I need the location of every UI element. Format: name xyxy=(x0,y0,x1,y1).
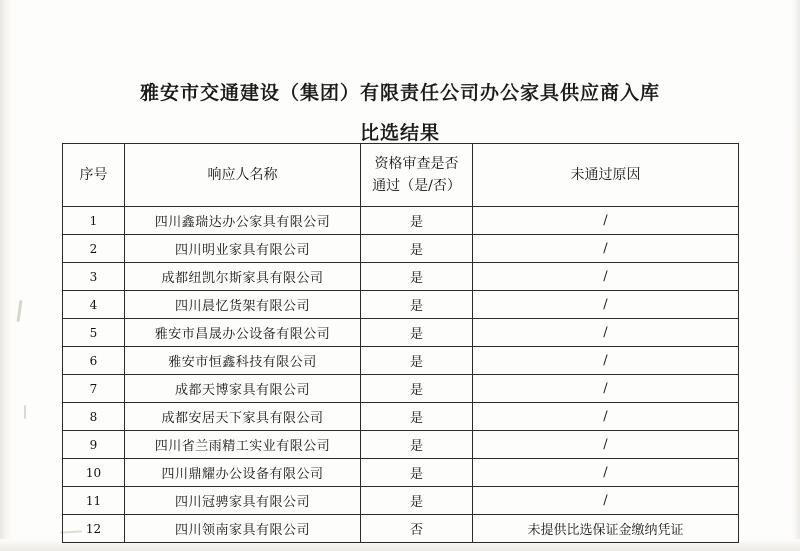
table-body xyxy=(63,207,739,543)
table-row xyxy=(63,403,739,431)
document-title xyxy=(0,76,800,150)
cell-no: 5 xyxy=(63,319,125,347)
results-table xyxy=(62,143,739,543)
cell-reason: / xyxy=(473,375,739,403)
scan-artifact-mark xyxy=(24,405,26,419)
cell-reason: / xyxy=(473,319,739,347)
table-row xyxy=(63,375,739,403)
cell-reason: 未提供比选保证金缴纳凭证 xyxy=(473,515,739,543)
cell-reason: / xyxy=(473,235,739,263)
document-title-line-2: 比选结果 xyxy=(359,122,440,144)
column-header-pass-line-1: 资格审查是否 xyxy=(374,156,459,172)
cell-pass: 是 xyxy=(361,235,473,263)
table-row xyxy=(63,487,739,515)
cell-name: 四川领南家具有限公司 xyxy=(125,515,361,543)
cell-name: 四川省兰雨精工实业有限公司 xyxy=(125,431,361,459)
table-row xyxy=(63,431,739,459)
cell-no: 10 xyxy=(63,459,125,487)
cell-name: 成都安居天下家具有限公司 xyxy=(125,403,361,431)
cell-reason: / xyxy=(473,291,739,319)
cell-name: 四川晨忆货架有限公司 xyxy=(125,291,361,319)
cell-pass: 是 xyxy=(361,347,473,375)
cell-pass: 是 xyxy=(361,263,473,291)
cell-reason: / xyxy=(473,403,739,431)
cell-name: 四川明业家具有限公司 xyxy=(125,235,361,263)
cell-pass: 否 xyxy=(361,515,473,543)
table-header-row xyxy=(63,144,739,207)
cell-name: 四川鼎耀办公设备有限公司 xyxy=(125,459,361,487)
table-row xyxy=(63,347,739,375)
cell-pass: 是 xyxy=(361,459,473,487)
cell-pass: 是 xyxy=(361,319,473,347)
cell-pass: 是 xyxy=(361,207,473,235)
document-title-line-1: 雅安市交通建设（集团）有限责任公司办公家具供应商入库 xyxy=(139,82,660,104)
table-row xyxy=(63,319,739,347)
column-header-reason: 未通过原因 xyxy=(473,144,739,207)
table-row xyxy=(63,235,739,263)
cell-no: 1 xyxy=(63,207,125,235)
column-header-pass xyxy=(361,144,473,207)
cell-reason: / xyxy=(473,207,739,235)
cell-pass: 是 xyxy=(361,403,473,431)
column-header-name: 响应人名称 xyxy=(125,144,361,207)
scan-artifact-mark xyxy=(16,300,22,322)
cell-no: 4 xyxy=(63,291,125,319)
cell-no: 11 xyxy=(63,487,125,515)
cell-no: 12 xyxy=(63,515,125,543)
cell-name: 雅安市昌晟办公设备有限公司 xyxy=(125,319,361,347)
table-header xyxy=(63,144,739,207)
table-row xyxy=(63,263,739,291)
cell-name: 四川鑫瑞达办公家具有限公司 xyxy=(125,207,361,235)
table-row xyxy=(63,291,739,319)
cell-no: 3 xyxy=(63,263,125,291)
cell-name: 成都天博家具有限公司 xyxy=(125,375,361,403)
cell-reason: / xyxy=(473,459,739,487)
table-row xyxy=(63,207,739,235)
table-row xyxy=(63,459,739,487)
cell-reason: / xyxy=(473,347,739,375)
column-header-no: 序号 xyxy=(63,144,125,207)
results-table-container xyxy=(62,143,738,543)
column-header-pass-line-2: 通过（是/否） xyxy=(372,178,461,194)
cell-reason: / xyxy=(473,263,739,291)
cell-reason: / xyxy=(473,431,739,459)
cell-no: 9 xyxy=(63,431,125,459)
cell-name: 四川冠骋家具有限公司 xyxy=(125,487,361,515)
cell-no: 6 xyxy=(63,347,125,375)
cell-pass: 是 xyxy=(361,375,473,403)
cell-pass: 是 xyxy=(361,487,473,515)
cell-no: 7 xyxy=(63,375,125,403)
cell-reason: / xyxy=(473,487,739,515)
cell-name: 雅安市恒鑫科技有限公司 xyxy=(125,347,361,375)
cell-name: 成都纽凯尔斯家具有限公司 xyxy=(125,263,361,291)
cell-pass: 是 xyxy=(361,431,473,459)
table-row xyxy=(63,515,739,543)
cell-no: 2 xyxy=(63,235,125,263)
cell-pass: 是 xyxy=(361,291,473,319)
cell-no: 8 xyxy=(63,403,125,431)
